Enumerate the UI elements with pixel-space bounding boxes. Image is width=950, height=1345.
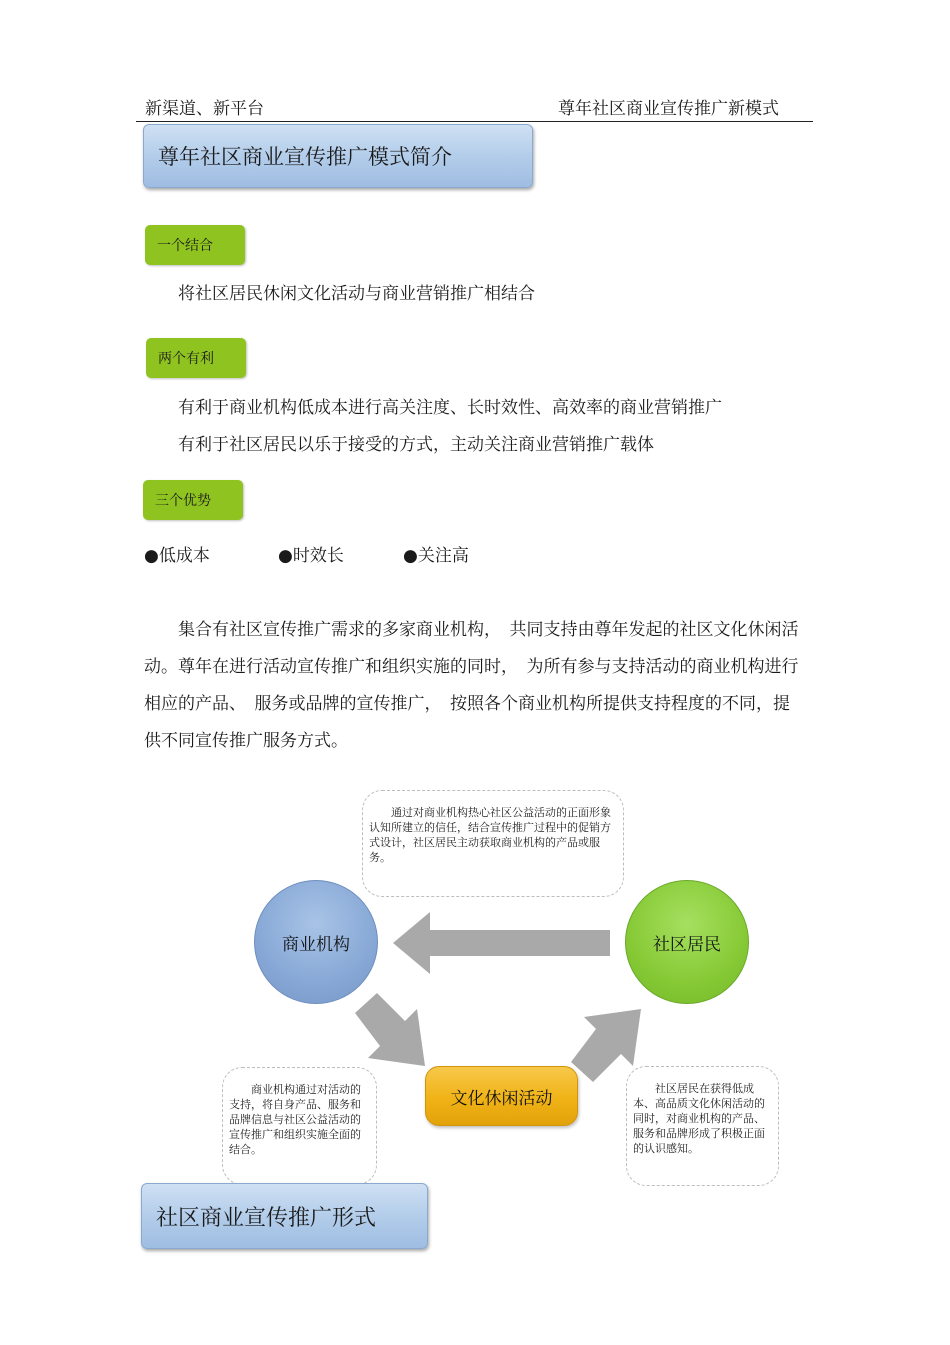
node-activity: 文化休闲活动 (425, 1066, 578, 1126)
advantage-long-duration: ●时效长 (278, 546, 344, 566)
note-bubble-right: 社区居民在获得低成本、高品质文化休闲活动的同时，对商业机构的产品、服务和品牌形成了积极正面的认识感知。 (626, 1066, 779, 1186)
node-residents: 社区居民 (625, 880, 749, 1004)
intro-paragraph-text: 集合有社区宣传推广需求的多家商业机构， 共同支持由尊年发起的社区文化休闲活动。尊年在进行活动宣传推广和组织实施的同时， 为所有参与支持活动的商业机构进行相应的产品、 服务或品牌的宣传推广， 按照各个商业机构所提供支持程度的不同，提供不同宣传推广服务方式。 (144, 620, 799, 751)
benefit-item-2: 有利于社区居民以乐于接受的方式，主动关注商业营销推广载体 (178, 435, 654, 455)
header-divider (136, 121, 813, 122)
arrow-activity-to-residents (571, 1009, 641, 1082)
section-title-forms: 社区商业宣传推广形式 (141, 1183, 428, 1249)
tag-one-combination: 一个结合 (145, 225, 245, 265)
node-business: 商业机构 (254, 880, 378, 1004)
advantage-low-cost: ●低成本 (144, 546, 210, 566)
note-bubble-top: 通过对商业机构热心社区公益活动的正面形象认知所建立的信任，结合宣传推广过程中的促销方式设计，社区居民主动获取商业机构的产品或服务。 (362, 790, 624, 897)
combination-text: 将社区居民休闲文化活动与商业营销推广相结合 (178, 284, 535, 304)
tag-three-advantages: 三个优势 (143, 480, 243, 520)
arrow-residents-to-business (393, 912, 610, 974)
intro-paragraph (144, 612, 799, 760)
header-right-text: 尊年社区商业宣传推广新模式 (558, 99, 779, 119)
tag-two-benefits: 两个有利 (146, 338, 246, 378)
header-left-text: 新渠道、新平台 (145, 99, 264, 119)
benefit-item-1: 有利于商业机构低成本进行高关注度、长时效性、高效率的商业营销推广 (178, 398, 722, 418)
advantage-high-attention: ●关注高 (403, 546, 469, 566)
note-bubble-left: 商业机构通过对活动的支持，将自身产品、服务和品牌信息与社区公益活动的宣传推广和组织实施全面的结合。 (222, 1067, 377, 1185)
section-title-intro: 尊年社区商业宣传推广模式简介 (143, 124, 533, 188)
arrow-business-to-activity (355, 993, 425, 1066)
